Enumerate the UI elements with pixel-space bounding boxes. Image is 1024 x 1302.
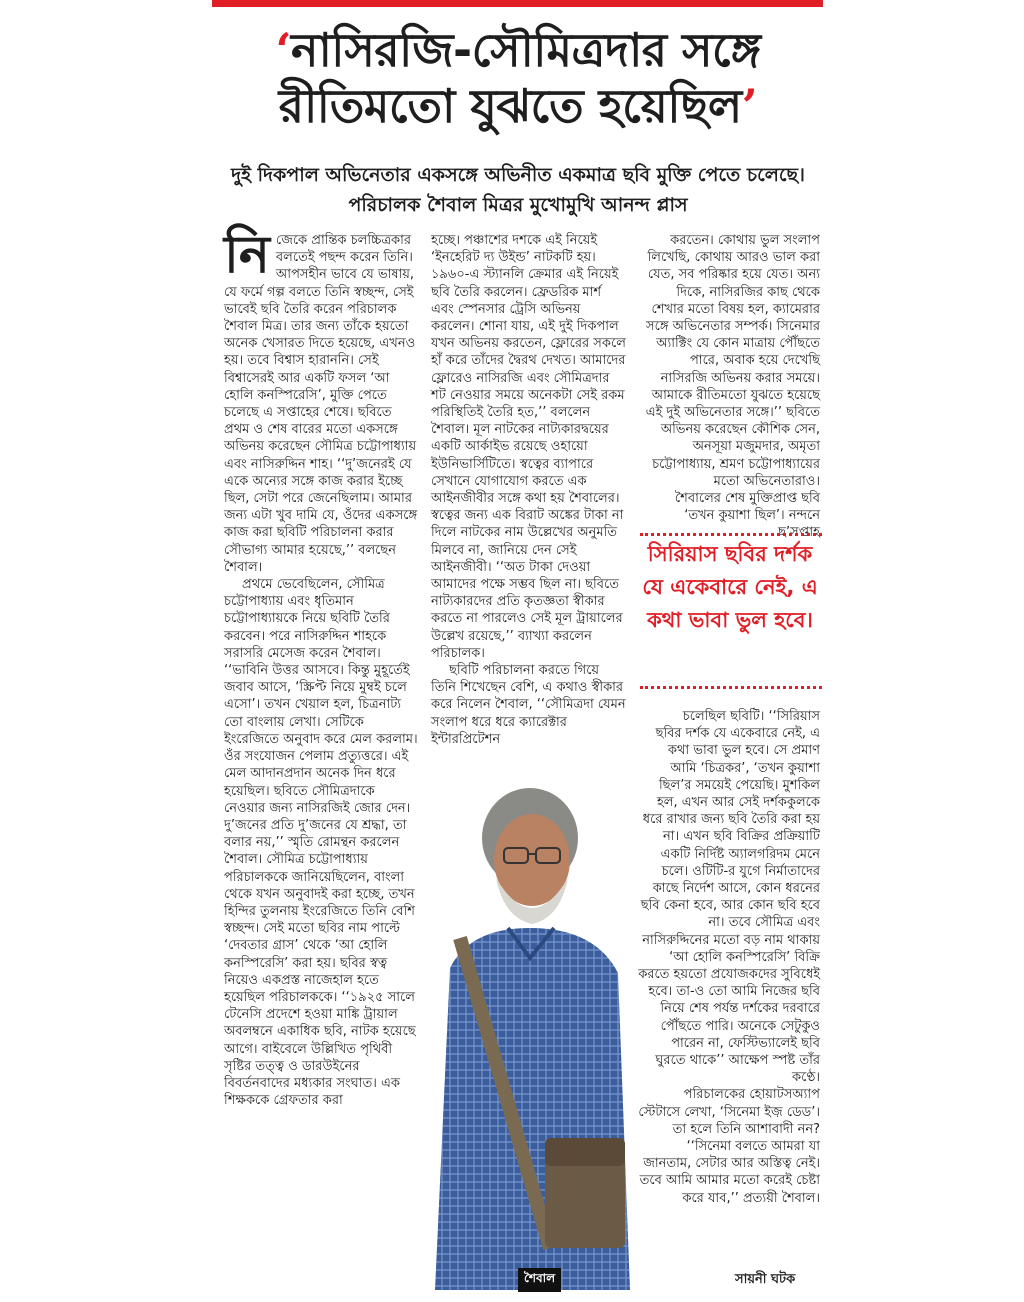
headline-line-1: নাসিরজি-সৌমিত্রদার সঙ্গে (291, 23, 761, 77)
subhead-brand: আনন্দ প্লাস (601, 194, 688, 216)
article-paragraph: চলেছিল ছবিটি। ‘‘সিরিয়াস ছবির দর্শক যে একেবারে নেই, এ কথা ভাবা ভুল হবে। সে প্রমাণ আমি ‘চিত্রকর’, ‘তখন কুয়াশা ছিল’র সময়েই পেয়েছি। মুশকিল হল, এখন আর সেই দর্শককুলকে ধরে রাখার জন্য ছবি তৈরি করা হয় না। এখন ছবি বিক্রির প্রক্রিয়াটি একটি নির্দিষ্ট অ্যালগরিদম মেনে চলে। ওটিটি-র যুগে নির্মাতাদের কাছে নির্দেশ আসে, কোন ধরনের ছবি কেনা হবে, আর কোন ছবি হবে না। তবে সৌমিত্র এবং নাসিরুদ্দিনের মতো বড় নাম থাকায় ‘আ হোলি কনস্পিরেসি’ বিক্রি করতে হয়তো প্রযোজকদের সুবিধেই হবে। তা-ও তো আমি নিজের ছবি নিয়ে শেষ পর্যন্ত দর্শকের দরবারে পৌঁছতে পারি। অনেকে সেটুকুও পারেন না, ফেস্টিভ্যালেই ছবি ঘুরতে থাকে’’ আক্ষেপ স্পষ্ট তাঁর কণ্ঠে। (638, 709, 820, 1086)
director-photo (430, 778, 635, 1290)
photo-caption: শৈবাল (518, 1268, 561, 1292)
article-column-3 (640, 232, 820, 542)
subhead-line-2-text: পরিচালক শৈবাল মিত্রর মুখোমুখি (348, 194, 602, 216)
drop-cap: নি (224, 225, 270, 285)
top-accent-bar (212, 0, 823, 7)
article-paragraph: ছবিটি পরিচালনা করতে গিয়ে তিনি শিখেছেন বেশি, এ কথাও স্বীকার করে নিলেন শৈবাল, ‘‘সৌমিত্রদা যেমন সংলাপ ধরে ধরে ক্যারেক্টার ইন্টারপ্রিটেশন (431, 663, 626, 747)
article-column-2 (431, 232, 626, 748)
pull-quote-divider-bottom (640, 686, 822, 689)
article-paragraph: প্রথমে ভেবেছিলেন, সৌমিত্র চট্টোপাধ্যায় এবং ধৃতিমান চট্টোপাধ্যায়কে নিয়ে ছবিটি তৈরি করবেন। পরে নাসিরুদ্দিন শাহকে সরাসরি মেসেজ করেন শৈবাল। ‘‘ভাবিনি উত্তর আসবে। কিন্তু মুহূর্তেই জবাব আসে, ‘স্ক্রিপ্ট নিয়ে মুম্বই চলে এসো’। তখন খেয়াল হল, চিত্রনাট্য তো বাংলায় লেখা। সেটিকে ইংরেজিতে অনুবাদ করে মেল করলাম। ওঁর সংযোজন পেলাম প্রত্যুত্তরে। এই মেল আদানপ্রদান অনেক দিন ধরে হয়েছিল। ছবিতে সৌমিত্রদাকে নেওয়ার জন্য নাসিরজিই জোর দেন। দু’জনের প্রতি দু’জনের যে শ্রদ্ধা, তা বলার নয়,’’ স্মৃতি রোমন্থন করলেন শৈবাল। সৌমিত্র চট্টোপাধ্যায় পরিচালককে জানিয়েছিলেন, বাংলা থেকে যখন অনুবাদই করা হচ্ছে, তখন হিন্দির তুলনায় ইংরেজিতে তিনি বেশি স্বচ্ছন্দ। সেই মতো ছবির নাম পাল্টে ‘দেবতার গ্রাস’ থেকে ‘আ হোলি কনস্পিরেসি’ করা হয়। ছবির স্বত্ব নিয়েও একপ্রস্ত নাজেহাল হতে হয়েছিল পরিচালককে। ‘‘১৯২৫ সালে টেনেসি প্রদেশে হওয়া মাঙ্কি ট্রায়াল অবলম্বনে একাধিক ছবি, নাটক হয়েছে আগে। বাইবেলে উল্লিখিত পৃথিবী সৃষ্টির তত্ত্ব ও ডারউইনের বিবর্তনবাদের মধ্যকার সংঘাত। এক শিক্ষককে গ্রেফতার করা (224, 577, 418, 1109)
close-quote: ’ (741, 79, 758, 133)
headline-line-2: রীতিমতো যুঝতে হয়েছিল (278, 79, 742, 133)
headline (215, 22, 821, 134)
paragraph-text: জেকে প্রান্তিক চলচ্চিত্রকার বলতেই পছন্দ করেন তিনি। আপসহীন ভাবে যে ভাষায়, যে ফর্মে গল্প বলতে তিনি স্বচ্ছন্দ, সেই ভাবেই ছবি তৈরি করেন পরিচালক শৈবাল মিত্র। তার জন্য তাঁকে হয়তো অনেক খেসারত দিতে হয়েছে, এখনও হয়। তবে বিশ্বাস হারাননি। সেই বিশ্বাসেরই আর একটি ফসল ‘আ হোলি কনস্পিরেসি’, মুক্তি পেতে চলেছে এ সপ্তাহের শেষে। ছবিতে প্রথম ও শেষ বারের মতো একসঙ্গে অভিনয় করেছেন সৌমিত্র চট্টোপাধ্যায় এবং নাসিরুদ্দিন শাহ। ‘‘দু’জনেরই যে একে অন্যের সঙ্গে কাজ করার ইচ্ছে ছিল, সেটা পরে জেনেছিলাম। আমার জন্য এটা খুব দামি যে, ওঁদের একসঙ্গে কাজ করা ছবিটি পরিচালনা করার সৌভাগ্য আমার হয়েছে,’’ বলছেন শৈবাল। (224, 233, 418, 575)
article-column-1 (224, 225, 419, 1109)
article-paragraph (224, 225, 419, 576)
subhead (215, 160, 821, 220)
article-column-3-continued (638, 708, 820, 1207)
byline: সায়নী ঘটক (735, 1272, 796, 1287)
subhead-line-1: দুই দিকপাল অভিনেতার একসঙ্গে অভিনীত একমাত্র ছবি মুক্তি পেতে চলেছে। (231, 164, 805, 186)
article-paragraph: শৈবালের শেষ মুক্তিপ্রাপ্ত ছবি ‘তখন কুয়াশা ছিল’। নন্দনে ছ’সপ্তাহ (674, 491, 820, 541)
subhead-line-2 (215, 190, 821, 220)
article-paragraph: করতেন। কোথায় ভুল সংলাপ লিখেছি, কোথায় আরও ভাল করা যেত, সব পরিষ্কার হয়ে যেত। অন্য দিকে, নাসিরজির কাছ থেকে শেখার মতো বিষয় হল, ক্যামেরার সঙ্গে অভিনেতার সম্পর্ক। সিনেমার অ্যাক্টিং যে কোন মাত্রায় পৌঁছতে পারে, অবাক হয়ে দেখেছি নাসিরজি অভিনয় করার সময়ে। আমাকে রীতিমতো যুঝতে হয়েছে এই দুই অভিনেতার সঙ্গে।’’ ছবিতে অভিনয় করেছেন কৌশিক সেন, অনসূয়া মজুমদার, অমৃতা চট্টোপাধ্যায়, শ্রমণ চট্টোপাধ্যায়ের মতো অভিনেতারাও। (645, 233, 820, 489)
open-quote: ‘ (275, 23, 292, 77)
pull-quote: সিরিয়াস ছবির দর্শক যে একেবারে নেই, এ কথা ভাবা ভুল হবে। (642, 542, 818, 632)
article-paragraph: হচ্ছে। পঞ্চাশের দশকে এই নিয়েই ‘ইনহেরিট দ্য উইন্ড’ নাটকটি হয়। ১৯৬০-এ স্ট্যানলি ক্রেমার এই নিয়েই ছবি তৈরি করলেন। ফ্রেডরিক মার্শ এবং স্পেনসার ট্রেসি অভিনয় করলেন। শোনা যায়, এই দুই দিকপাল যখন অভিনয় করতেন, ফ্লোরের সকলে হাঁ করে তাঁদের দ্বৈরথ দেখত। আমাদের ফ্লোরেও নাসিরজি এবং সৌমিত্রদার শট নেওয়ার সময়ে অনেকটা সেই রকম পরিস্থিতিই তৈরি হত,’’ বললেন শৈবাল। মূল নাটকের নাট্যকারদ্বয়ের একটি আর্কাইভ রয়েছে ওহায়ো ইউনিভার্সিটিতে। স্বত্বের ব্যাপারে সেখানে যোগাযোগ করতে এক আইনজীবীর সঙ্গে কথা হয় শৈবালের। স্বত্বের জন্য এক বিরাট অঙ্কের টাকা না দিলে নাটকের নাম উল্লেখের অনুমতি মিলবে না, জানিয়ে দেন সেই আইনজীবী। ‘‘অত টাকা দেওয়া আমাদের পক্ষে সম্ভব ছিল না। ছবিতে নাট্যকারদের প্রতি কৃতজ্ঞতা স্বীকার করতে না পারলেও সেই মূল ট্রায়ালের উল্লেখ রয়েছে,’’ ব্যাখ্যা করলেন পরিচালক। (431, 233, 626, 661)
pull-quote-divider-top (640, 533, 822, 536)
article-paragraph: পরিচালকের হোয়াটসঅ্যাপ স্টেটাসে লেখা, ‘সিনেমা ইজ় ডেড’। তা হলে তিনি আশাবাদী নন? ‘‘সিনেমা বলতে আমরা যা জানতাম, সেটার আর অস্তিত্ব নেই। তবে আমি আমার মতো করেই চেষ্টা করে যাব,’’ প্রত্যয়ী শৈবাল। (638, 1087, 820, 1206)
